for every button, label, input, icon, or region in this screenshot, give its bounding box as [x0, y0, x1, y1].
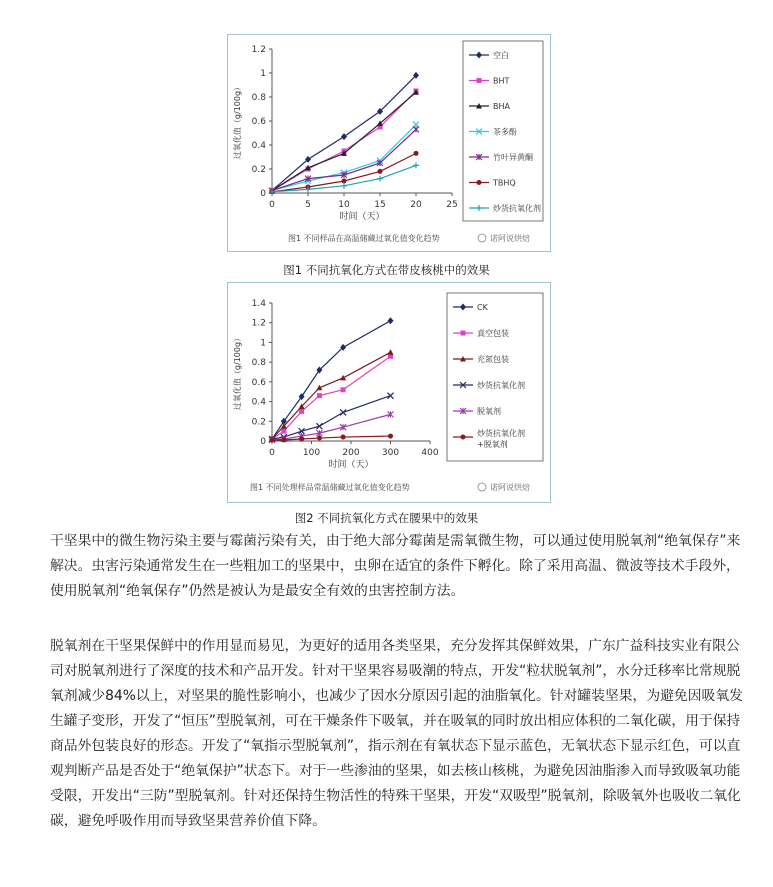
chart-2 [228, 283, 550, 502]
watermark-icon [478, 483, 486, 491]
watermark: 诺阿说烘焙 [490, 483, 530, 492]
data-point [299, 409, 304, 414]
x-tick-label: 25 [446, 200, 458, 210]
series-line [272, 321, 391, 439]
data-point [341, 133, 347, 140]
x-tick-label: 400 [421, 448, 439, 458]
legend-label: 茶多酚 [493, 127, 517, 137]
legend-label: TBHQ [493, 178, 516, 188]
watermark-icon [478, 234, 486, 242]
x-axis-label: 时间（天） [328, 460, 374, 470]
legend-label: BHA [493, 102, 510, 111]
legend-marker [461, 331, 466, 336]
y-axis-label: 过氧化值（g/100g） [233, 82, 242, 160]
data-point [341, 435, 346, 440]
legend-label: 炒货抗氧化剂 [477, 429, 525, 438]
paragraph-2: 脱氧剂在干坚果保鲜中的作用显而易见，为更好的适用各类坚果，充分发挥其保鲜效果，广东广益科技实业有限公司对脱氧剂进行了深度的技术和产品开发。针对干坚果容易吸潮的特点，开发“粒状脱氧剂”，水分迁移率比常规脱氧剂减少84%以上，对坚果的脆性影响小，也减少了因水分原因引起的油脂氧化。针对罐装坚果，为避免因吸氧发生罐子变形，开发了“恒压”型脱氧剂，可在干燥条件下吸氧，并在吸氧的同时放出相应体积的二氧化碳，用于保持商品外包装良好的形态。开发了“氧指示型脱氧剂”，指示剂在有氧状态下显示蓝色，无氧状态下显示红色，可以直观判断产品是否处于“绝氧保护”状态下。对于一些渗油的坚果，如去核山核桃，为避免因油脂渗入而导致吸氧功能受限，开发出“三防”型脱氧剂。针对还保持生物活性的特殊干坚果，开发“双吸型”脱氧剂，除吸氧外也吸收二氧化碳，避免呼吸作用而导致坚果营养价值下降。 [50, 638, 743, 829]
legend-label: 竹叶异黄酮 [493, 153, 533, 162]
series-line [272, 356, 391, 439]
x-tick-label: 100 [302, 448, 321, 458]
y-tick-label: 0.6 [251, 117, 266, 127]
y-axis-label: 过氧化值（g/100g） [233, 333, 242, 411]
series-line [272, 396, 391, 439]
inner-caption: 图1 不同处理样品常温储藏过氧化值变化趋势 [250, 483, 410, 492]
data-point [388, 317, 394, 324]
legend-label: 炒货抗氧化剂 [477, 381, 525, 390]
data-point [414, 151, 419, 156]
legend-marker [461, 435, 466, 440]
y-tick-label: 0.8 [251, 93, 266, 103]
paragraph-1: 干坚果中的微生物污染主要与霉菌污染有关，由于绝大部分霉菌是需氧微生物，可以通过使用脱氧剂“绝氧保存”来解决。虫害污染通常发生在一些粗加工的坚果中，虫卵在适宜的条件下孵化。除了采用高温、微波等技术手段外，使用脱氧剂“绝氧保存”仍然是被认为是最安全有效的虫害控制方法。 [50, 533, 741, 599]
data-point [377, 176, 383, 182]
figure-2-caption: 图2 不同抗氧化方式在腰果中的效果 [294, 511, 479, 525]
y-tick-label: 0.6 [251, 377, 266, 388]
legend-label: BHT [493, 76, 510, 86]
data-point [340, 409, 346, 415]
data-point [317, 436, 322, 441]
legend-label: CK [477, 303, 488, 312]
y-tick-label: 0.4 [251, 397, 266, 408]
figure-1 [227, 34, 551, 252]
watermark: 诺阿说烘焙 [490, 234, 530, 243]
x-tick-label: 300 [381, 448, 400, 458]
data-point [413, 162, 419, 168]
data-point [317, 393, 322, 398]
x-tick-label: 200 [342, 448, 360, 458]
legend-label: 真空包装 [477, 329, 509, 338]
y-tick-label: 1.4 [251, 299, 266, 309]
y-tick-label: 1.2 [251, 318, 266, 329]
legend-label: 炒货抗氧化剂 [493, 204, 541, 213]
x-tick-label: 15 [374, 200, 386, 210]
y-tick-label: 1 [260, 69, 266, 79]
data-point [388, 349, 394, 355]
data-point [281, 429, 286, 434]
data-point [413, 126, 419, 132]
data-point [341, 183, 347, 189]
data-point [281, 438, 286, 443]
y-tick-label: 0 [260, 189, 266, 199]
y-tick-label: 0.2 [251, 165, 266, 175]
x-tick-label: 0 [269, 448, 275, 458]
legend-label-cont: +脱氧剂 [477, 440, 508, 449]
data-point [388, 393, 394, 399]
data-point [388, 434, 393, 439]
y-tick-label: 0.2 [251, 417, 266, 428]
x-axis-label: 时间（天） [339, 212, 385, 222]
y-tick-label: 1.2 [251, 45, 266, 55]
x-tick-label: 10 [338, 200, 350, 210]
y-tick-label: 0.8 [251, 358, 266, 369]
chart-1 [228, 35, 550, 251]
inner-caption: 图1 不同样品在高温储藏过氧化值变化趋势 [288, 234, 440, 243]
legend-marker [477, 180, 482, 185]
legend-label: 充氮包装 [477, 355, 509, 364]
data-point [378, 169, 383, 174]
x-tick-label: 5 [305, 200, 311, 210]
data-point [341, 387, 346, 392]
series-line [272, 352, 391, 439]
x-tick-label: 0 [269, 200, 275, 210]
figure-2 [227, 282, 551, 503]
data-point [340, 375, 346, 381]
y-tick-label: 1 [260, 338, 266, 349]
data-point [270, 438, 275, 443]
x-tick-label: 20 [410, 200, 422, 210]
legend-label: 空白 [493, 51, 509, 60]
y-tick-label: 0.4 [251, 141, 266, 151]
legend-label: 脱氧剂 [477, 407, 501, 416]
y-tick-label: 0 [260, 437, 266, 447]
data-point [342, 179, 347, 184]
data-point [299, 437, 304, 442]
figure-1-caption: 图1 不同抗氧化方式在带皮核桃中的效果 [283, 263, 490, 277]
legend-marker [477, 78, 482, 83]
